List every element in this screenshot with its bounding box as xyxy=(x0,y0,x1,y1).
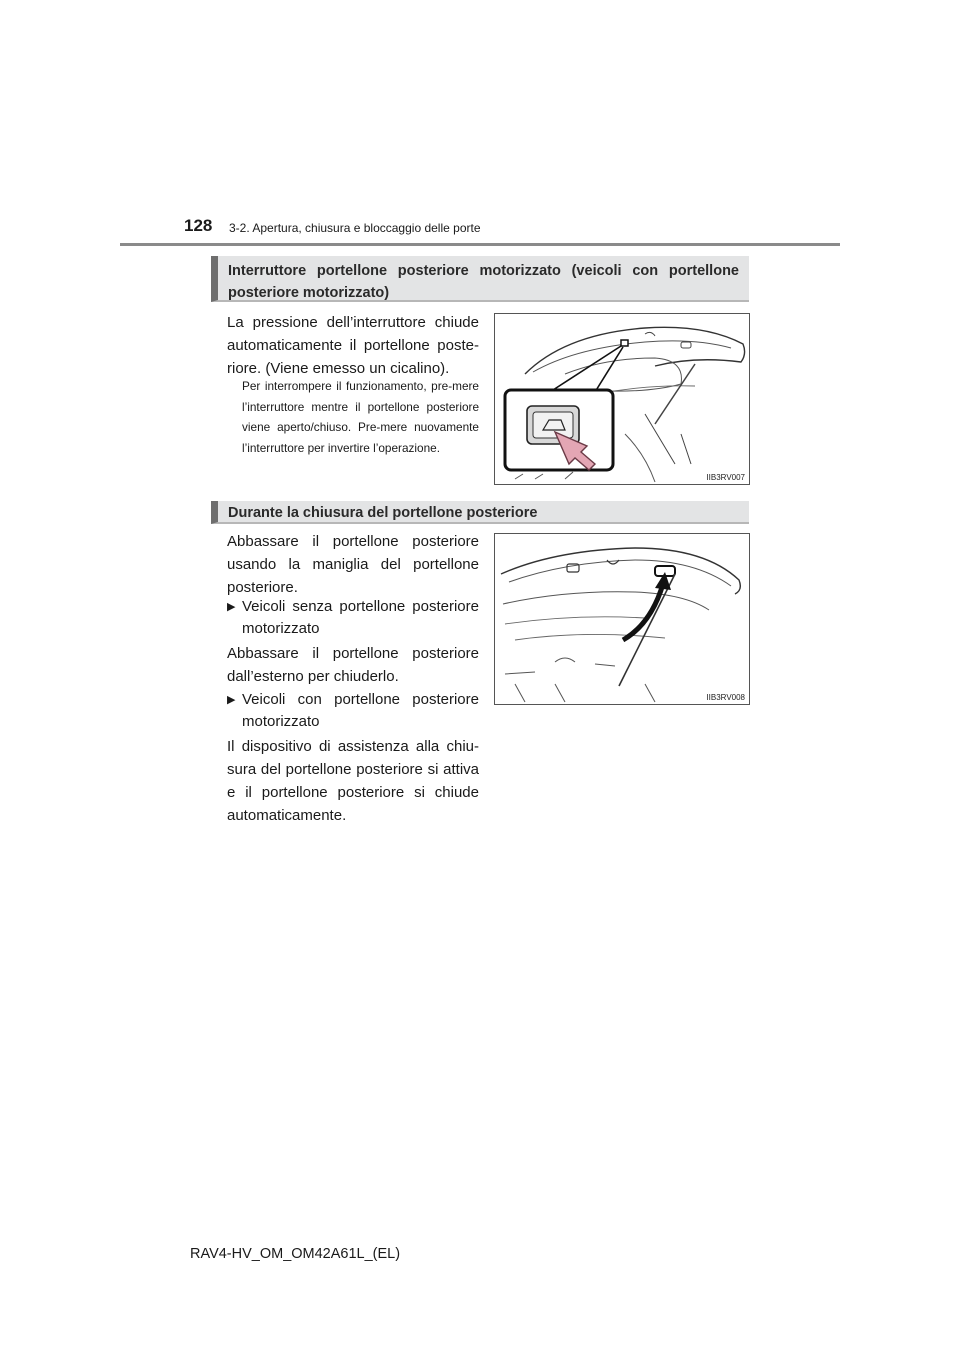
page-number: 128 xyxy=(184,216,213,235)
figure-tailgate-switch xyxy=(494,313,750,485)
figure-code: IIB3RV007 xyxy=(706,473,745,482)
footer-document-code: RAV4-HV_OM_OM42A61L_(EL) xyxy=(190,1246,401,1262)
paragraph-closing-assist: Il dispositivo di assistenza alla chiu-sura del portellone posteriore si attiva e il portellone posteriore si chiude automaticamente. xyxy=(227,738,479,824)
bullet-with-power-tailgate: ▶ Veicoli con portellone posteriore motorizzato xyxy=(227,691,479,730)
running-head: 3-2. Apertura, chiusura e bloccaggio delle porte xyxy=(229,221,481,235)
power-tailgate-switch-icon xyxy=(527,406,579,444)
paragraph-closing-instruction: Abbassare il portellone posteriore usando la maniglia del portellone posteriore. xyxy=(227,533,479,596)
header-rule xyxy=(120,243,840,246)
figure-tailgate-handle xyxy=(494,533,750,705)
triangle-right-icon: ▶ xyxy=(227,601,236,613)
tailgate-switch-illustration xyxy=(495,314,749,484)
section-heading-closing: Durante la chiusura del portellone posteriore xyxy=(211,501,749,524)
note-switch-operation: Per interrompere il funzionamento, pre-mere l’interruttore mentre il portellone posteriore viene aperto/chiuso. Pre-mere nuovamente l’interruttore per invertire l’operazione. xyxy=(242,379,479,455)
figure-code: IIB3RV008 xyxy=(706,693,745,702)
paragraph-switch-description: La pressione dell’interruttore chiude automaticamente il portellone poste-riore. (Viene emesso un cicalino). xyxy=(227,314,479,377)
triangle-right-icon: ▶ xyxy=(227,694,236,706)
paragraph-close-from-outside: Abbassare il portellone posteriore dall’esterno per chiuderlo. xyxy=(227,645,479,685)
tailgate-handle-illustration xyxy=(495,534,749,704)
section-heading-power-switch: Interruttore portellone posteriore motorizzato (veicoli con portellone posteriore motorizzato) xyxy=(211,256,749,302)
bullet-without-power-tailgate: ▶ Veicoli senza portellone posteriore motorizzato xyxy=(227,598,479,637)
